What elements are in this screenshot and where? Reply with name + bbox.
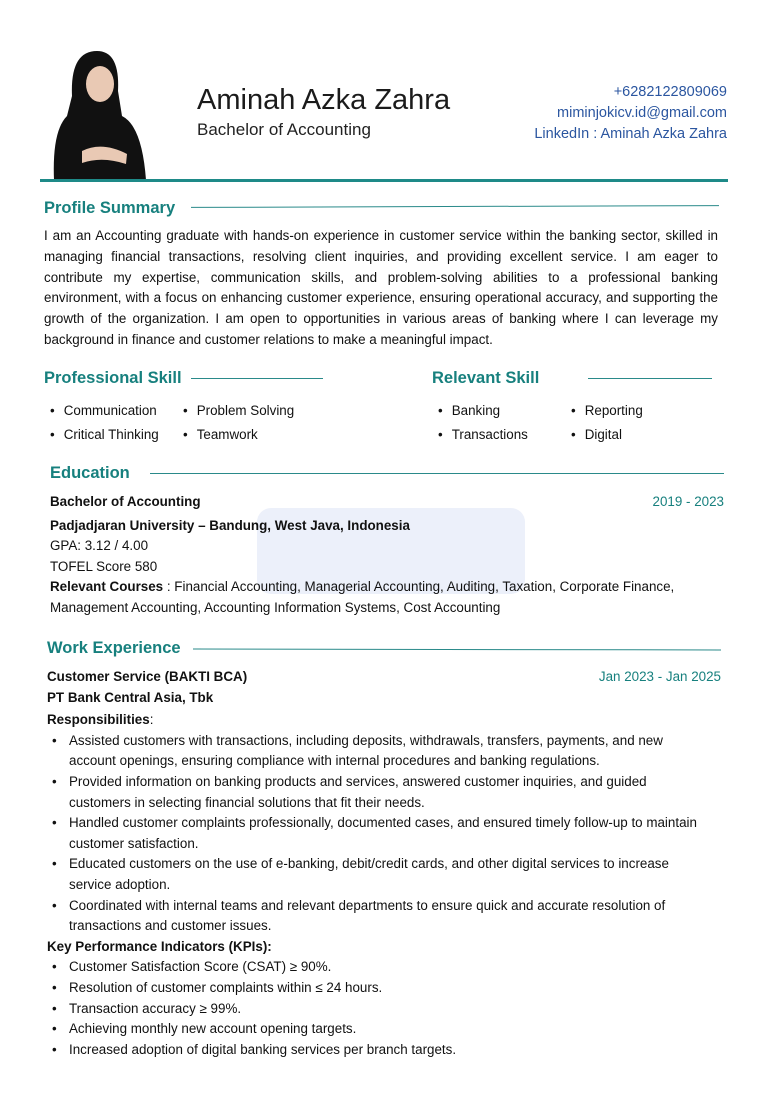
skill-item: • Problem Solving — [177, 399, 294, 423]
candidate-title: Bachelor of Accounting — [197, 120, 371, 139]
profile-text: I am an Accounting graduate with hands-on experience in customer service within the banking sector, skilled in managing financial transactions, resolving client inquiries, and providing excellent service. I am eager to contribute my expertise, communication skills, and problem-solving abilities to a professional banking environment, with a focus on enhancing customer experience, ensuring operational accuracy, and supporting the growth of the organization. I am open to opportunities in various areas of banking where I can leverage my background in finance and customer relations to make a meaningful impact. — [44, 228, 718, 347]
courses — [50, 577, 700, 618]
skill-item: • Teamwork — [177, 423, 294, 447]
relevant-skill-list — [432, 399, 528, 446]
education-dates: 2019 - 2023 — [652, 494, 724, 509]
profile-photo — [42, 46, 152, 180]
education-section — [50, 492, 724, 619]
responsibilities-title: Responsibilities — [47, 712, 150, 728]
list-item: • Assisted customers with transactions, including deposits, withdrawals, transfers, payments, and new account openings, ensuring compliance with internal procedures and banking regulations. — [46, 731, 706, 772]
degree: Bachelor of Accounting — [50, 494, 201, 509]
divider — [191, 378, 323, 379]
profile-heading: Profile Summary — [44, 199, 176, 217]
work-section — [47, 667, 721, 1060]
list-item: • Coordinated with internal teams and relevant departments to ensure quick and accurate resolution of transactions and customer issues. — [46, 896, 706, 937]
skill-item: • Critical Thinking — [44, 423, 159, 447]
courses-label: Relevant Courses — [50, 579, 164, 595]
courses-list: : Financial Accounting, Managerial Accounting, Auditing, Taxation, Corporate Finance, Management Accounting, Accounting Information Systems, Cost Accounting — [50, 579, 675, 615]
list-item: • Customer Satisfaction Score (CSAT) ≥ 90%. — [46, 957, 706, 978]
company: PT Bank Central Asia, Tbk — [47, 689, 214, 705]
school: Padjadjaran University – Bandung, West Java, Indonesia — [50, 517, 410, 533]
kpi-label: Key Performance Indicators (KPIs): — [47, 938, 272, 954]
job-dates: Jan 2023 - Jan 2025 — [598, 669, 721, 684]
email-link[interactable]: miminjokicv.id@gmail.com — [557, 105, 727, 121]
toefl: TOFEL Score 580 — [50, 558, 158, 574]
list-item: • Provided information on banking products and services, answered customer inquiries, and guided customers in selecting financial solutions that fit their needs. — [46, 772, 706, 813]
skill-item: • Reporting — [565, 399, 643, 423]
skill-item: • Digital — [565, 423, 643, 447]
linkedin-link[interactable]: LinkedIn : Aminah Azka Zahra — [534, 126, 727, 142]
kpi-list — [46, 957, 706, 1060]
list-item: • Educated customers on the use of e-banking, debit/credit cards, and other digital services to increase service adoption. — [46, 854, 706, 895]
degree-row — [50, 492, 724, 513]
relevant-skill-list — [565, 399, 643, 446]
work-heading: Work Experience — [47, 639, 181, 657]
list-item: • Handled customer complaints professionally, documented cases, and ensured timely follow-up to maintain customer satisfaction. — [46, 813, 706, 854]
responsibilities-label: Responsibilities: — [47, 712, 154, 728]
list-item: • Increased adoption of digital banking services per branch targets. — [46, 1040, 706, 1061]
professional-skill-list — [44, 399, 159, 446]
job-row — [47, 667, 721, 688]
education-heading: Education — [50, 464, 130, 482]
gpa: GPA: 3.12 / 4.00 — [50, 538, 149, 554]
contact-info — [534, 82, 727, 145]
list-item: • Achieving monthly new account opening targets. — [46, 1019, 706, 1040]
professional-skill-heading: Professional Skill — [44, 369, 182, 387]
skill-item: • Transactions — [432, 423, 528, 447]
job-role: Customer Service (BAKTI BCA) — [47, 669, 248, 684]
list-item: • Transaction accuracy ≥ 99%. — [46, 999, 706, 1020]
relevant-skill-heading: Relevant Skill — [432, 369, 540, 387]
list-item: • Resolution of customer complaints within ≤ 24 hours. — [46, 978, 706, 999]
phone: +6282122809069 — [613, 84, 727, 100]
skill-item: • Banking — [432, 399, 528, 423]
divider — [193, 649, 721, 651]
header-divider — [40, 179, 728, 182]
skill-item: • Communication — [44, 399, 159, 423]
candidate-name: Aminah Azka Zahra — [197, 84, 451, 116]
responsibilities-list — [46, 731, 706, 937]
divider — [588, 378, 712, 379]
professional-skill-list — [177, 399, 294, 446]
divider — [191, 205, 719, 208]
divider — [150, 473, 724, 474]
